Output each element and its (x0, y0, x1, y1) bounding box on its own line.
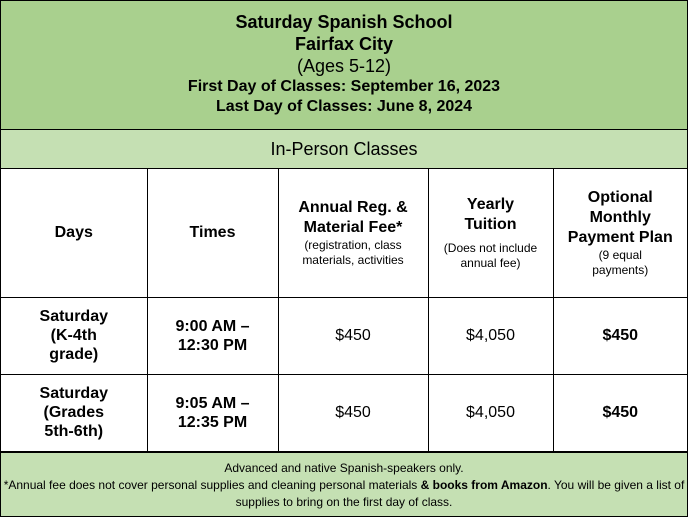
column-header-tuition (428, 169, 553, 297)
column-header-times-label: Times (189, 223, 236, 241)
column-header-tuition-label: Yearly Tuition (464, 195, 517, 233)
school-name: Saturday Spanish School (235, 12, 453, 32)
column-header-days (1, 169, 147, 297)
footer-fee-note-bold: & books from Amazon (420, 478, 548, 492)
table-row (1, 297, 687, 374)
row-plan-cell: $450 (553, 297, 687, 374)
column-header-fee-note: (registration, class materials, activities (302, 237, 404, 267)
row-fee-cell: $450 (278, 374, 428, 451)
footer-fee-note-part2: . You will be given a list of supplies to bring on the first day of class. (235, 478, 685, 509)
row-day-line: 5th-6th) (44, 423, 104, 440)
row-plan-cell: $450 (553, 374, 687, 451)
class-schedule-table (1, 169, 687, 452)
row-times-cell (147, 297, 278, 374)
row-day-line: Saturday (39, 308, 108, 325)
row-time-line: 9:00 AM – (175, 317, 250, 335)
document-footer (1, 452, 687, 516)
row-time-line: 12:35 PM (177, 413, 248, 431)
document-header (1, 1, 687, 130)
age-range: (Ages 5-12) (296, 56, 392, 76)
footer-fee-note-part1: *Annual fee does not cover personal supplies and cleaning personal materials (3, 478, 421, 492)
row-tuition-cell: $4,050 (428, 374, 553, 451)
column-header-days-label: Days (54, 223, 93, 241)
table-header-row (1, 169, 687, 297)
column-header-tuition-note: (Does not include annual fee) (443, 240, 538, 270)
row-day-line: (Grades (43, 404, 104, 421)
row-day-line: grade) (49, 346, 99, 363)
row-time-line: 9:05 AM – (175, 394, 250, 412)
first-day-of-classes: First Day of Classes: September 16, 2023 (187, 78, 501, 95)
row-tuition-cell: $4,050 (428, 297, 553, 374)
column-header-plan (553, 169, 687, 297)
school-location: Fairfax City (294, 34, 394, 54)
last-day-of-classes: Last Day of Classes: June 8, 2024 (215, 98, 473, 115)
row-time-line: 12:30 PM (177, 336, 248, 354)
row-fee-cell: $450 (278, 297, 428, 374)
footer-eligibility-note: Advanced and native Spanish-speakers only. (224, 461, 464, 475)
column-header-fee-label: Annual Reg. & Material Fee* (298, 198, 408, 236)
column-header-times (147, 169, 278, 297)
row-days-cell (1, 297, 147, 374)
column-header-plan-label: Optional Monthly Payment Plan (567, 188, 673, 246)
row-days-cell (1, 374, 147, 451)
row-day-line: (K-4th (50, 327, 97, 344)
footer-fee-note (1, 477, 687, 511)
row-day-line: Saturday (39, 385, 108, 402)
row-times-cell (147, 374, 278, 451)
section-title: In-Person Classes (1, 130, 687, 169)
column-header-plan-note: (9 equal payments) (592, 247, 649, 277)
column-header-fee (278, 169, 428, 297)
table-row (1, 374, 687, 451)
